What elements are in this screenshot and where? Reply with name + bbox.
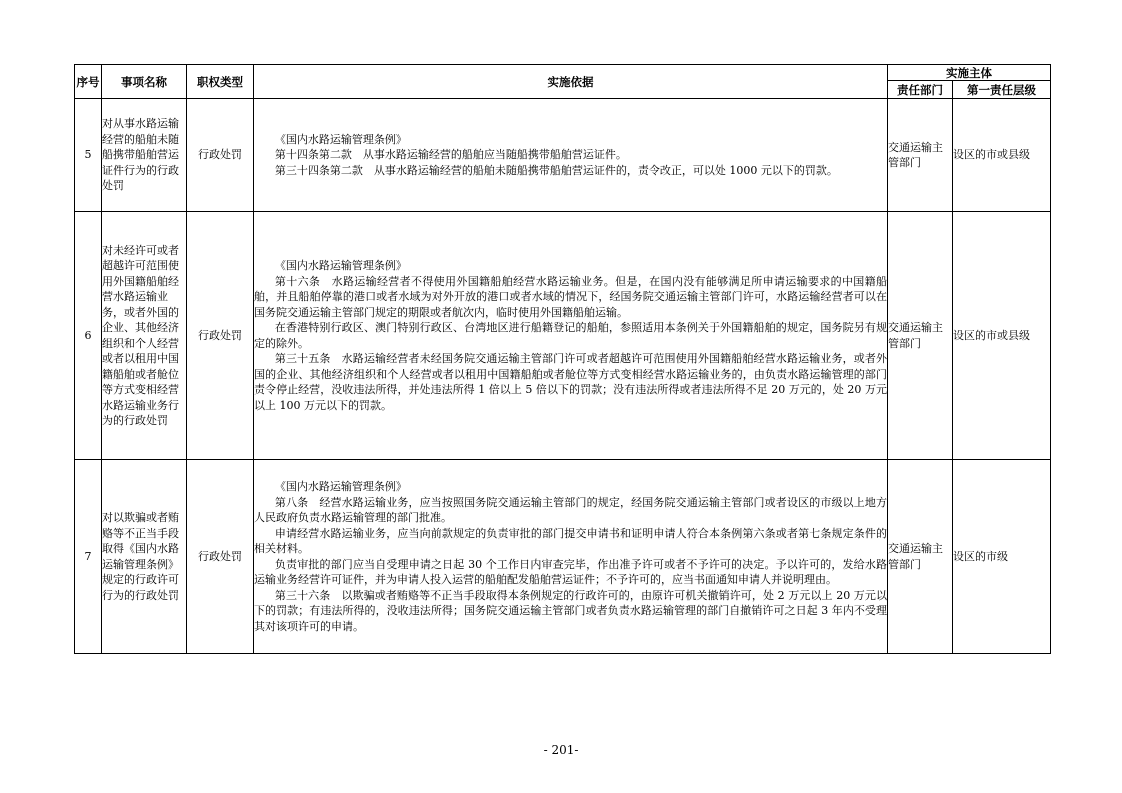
basis-paragraph: 第十六条 水路运输经营者不得使用外国籍船舶经营水路运输业务。但是，在国内没有能够满足所申请运输要求的中国籍船舶，并且船舶停靠的港口或者水域为对外开放的港口或者水域的情况下，经国务院交通运输主管部门许可，水路运输经营者可以在国务院交通运输主管部门规定的期限或者航次内，临时使用外国籍船舶运输。 <box>254 274 887 319</box>
header-responsible-dept: 责任部门 <box>888 81 953 99</box>
row-item-name: 对以欺骗或者贿赂等不正当手段取得《国内水路运输管理条例》规定的行政许可行为的行政处罚 <box>102 460 187 654</box>
row-item-name: 对未经许可或者超越许可范围使用外国籍船舶经营水路运输业务，或者外国的企业、其他经济组织和个人经营或者以租用中国籍船舶或者舱位等方式变相经营水路运输业务行为的行政处罚 <box>102 212 187 460</box>
row-responsible-dept: 交通运输主管部门 <box>888 460 953 654</box>
basis-paragraph: 第三十六条 以欺骗或者贿赂等不正当手段取得本条例规定的行政许可的，由原许可机关撤销许可，处 2 万元以上 20 万元以下的罚款；有违法所得的，没收违法所得；国务院交通运输主管部门或者负责水路运输管理的部门自撤销许可之日起 3 年内不受理其对该项许可的申请。 <box>254 588 887 633</box>
row-first-level: 设区的市或县级 <box>953 212 1051 460</box>
row-responsible-dept: 交通运输主管部门 <box>888 212 953 460</box>
row-basis <box>254 212 888 460</box>
header-subject: 实施主体 <box>888 65 1051 81</box>
basis-paragraph: 《国内水路运输管理条例》 <box>274 132 407 146</box>
row-seq: 5 <box>75 99 102 212</box>
basis-paragraph: 第十四条第二款 从事水路运输经营的船舶应当随船携带船舶营运证件。 <box>274 148 627 162</box>
row-power-type: 行政处罚 <box>187 460 254 654</box>
page-number: - 201- <box>543 743 579 757</box>
table-row <box>75 460 1051 654</box>
row-seq: 7 <box>75 460 102 654</box>
basis-paragraph: 在香港特别行政区、澳门特别行政区、台湾地区进行船籍登记的船舶，参照适用本条例关于外国籍船舶的规定，国务院另有规定的除外。 <box>254 321 887 350</box>
row-power-type: 行政处罚 <box>187 212 254 460</box>
header-seq: 序号 <box>75 65 102 99</box>
basis-paragraph: 负责审批的部门应当自受理申请之日起 30 个工作日内审查完毕，作出准予许可或者不予许可的决定。予以许可的，发给水路运输业务经营许可证件，并为申请人投入运营的船舶配发船舶营运证件；不予许可的，应当书面通知申请人并说明理由。 <box>254 557 887 586</box>
basis-paragraph: 第八条 经营水路运输业务，应当按照国务院交通运输主管部门的规定，经国务院交通运输主管部门或者设区的市级以上地方人民政府负责水路运输管理的部门批准。 <box>254 495 887 524</box>
basis-paragraph: 申请经营水路运输业务，应当向前款规定的负责审批的部门提交申请书和证明申请人符合本条例第六条或者第七条规定条件的相关材料。 <box>254 526 887 555</box>
basis-paragraph: 第三十四条第二款 从事水路运输经营的船舶未随船携带船舶营运证件的，责令改正，可以处 1000 元以下的罚款。 <box>274 163 838 177</box>
row-basis <box>254 99 888 212</box>
header-basis: 实施依据 <box>254 65 888 99</box>
row-power-type: 行政处罚 <box>187 99 254 212</box>
header-item-name: 事项名称 <box>102 65 187 99</box>
row-seq: 6 <box>75 212 102 460</box>
header-first-level: 第一责任层级 <box>953 81 1051 99</box>
basis-paragraph: 第三十五条 水路运输经营者未经国务院交通运输主管部门许可或者超越许可范围使用外国籍船舶经营水路运输业务，或者外国的企业、其他经济组织和个人经营或者以租用中国籍船舶或者舱位等方式变相经营水路运输业务的，由负责水路运输管理的部门责令停止经营，没收违法所得，并处违法所得 1 倍以上 5 倍以下的罚款；没有违法所得或者违法所得不足 20 万元的，处 20 万元以上 100 万元以下的罚款。 <box>254 352 887 412</box>
table-row <box>75 212 1051 460</box>
table-row <box>75 99 1051 212</box>
row-first-level: 设区的市或县级 <box>953 99 1051 212</box>
header-power-type: 职权类型 <box>187 65 254 99</box>
row-first-level: 设区的市级 <box>953 460 1051 654</box>
row-responsible-dept: 交通运输主管部门 <box>888 99 953 212</box>
row-basis <box>254 460 888 654</box>
basis-paragraph: 《国内水路运输管理条例》 <box>274 259 407 272</box>
basis-paragraph: 《国内水路运输管理条例》 <box>274 480 407 493</box>
enforcement-items-table <box>74 64 1051 654</box>
row-item-name: 对从事水路运输经营的船舶未随船携带船舶营运证件行为的行政处罚 <box>102 99 187 212</box>
